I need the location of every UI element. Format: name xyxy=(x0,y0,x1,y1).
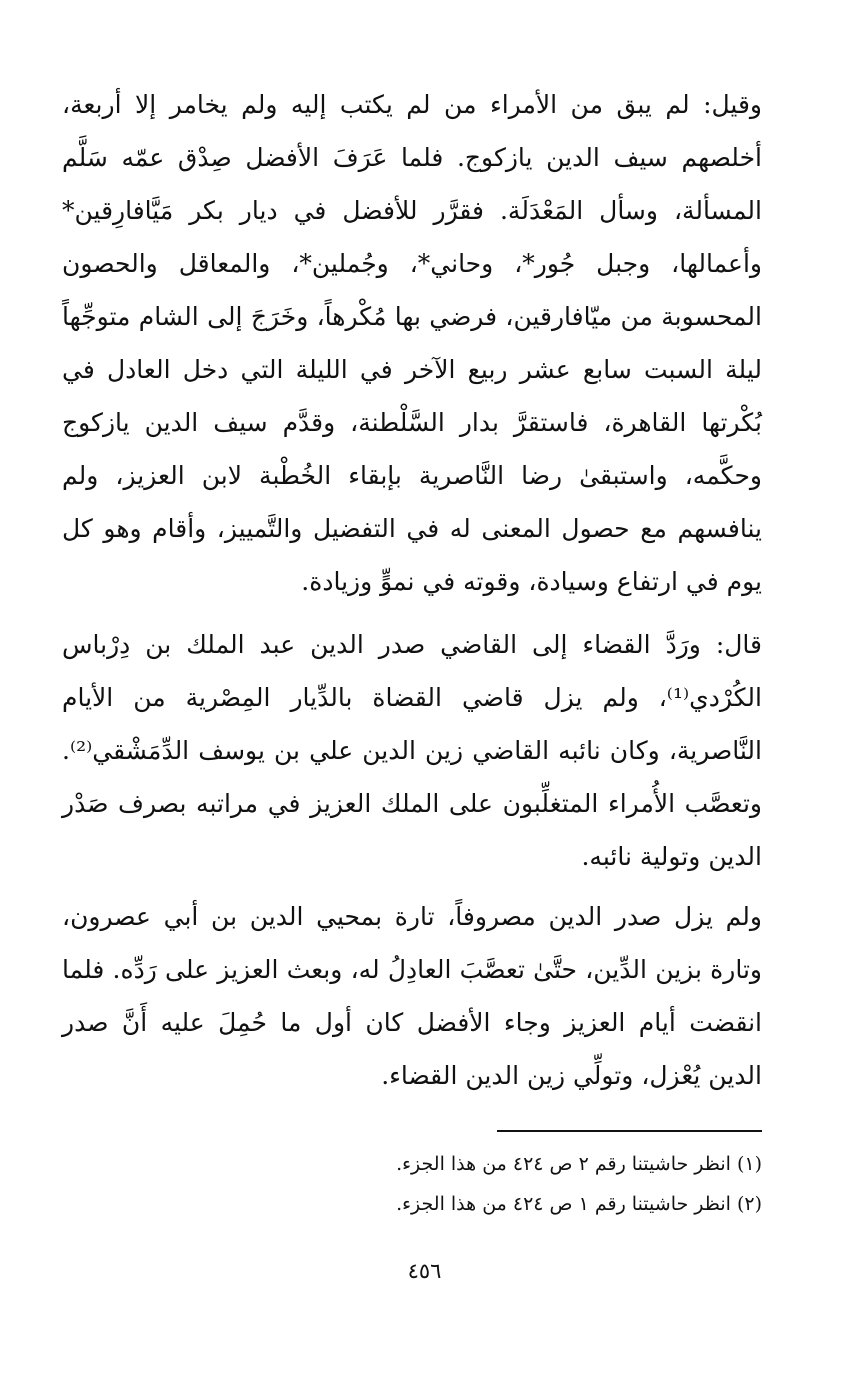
paragraph-1: وقيل: لم يبق من الأمراء من لم يكتب إليه ولم يخامر إلا أربعة، أخلصهم سيف الدين يازكوج. فلما عَرَفَ الأفضل صِدْق عمّه سَلَّم المسألة، وسأل المَعْدَلَة. فقرَّر للأفضل في ديار بكر مَيَّافارِقين* وأعمالها، وجبل جُور*، وحاني*، وجُملين*، والمعاقل والحصون المحسوبة من ميّافارقين، فرضي بها مُكْرهاً، وخَرَجَ إلى الشام متوجِّهاً ليلة السبت سابع عشر ربيع الآخر في الليلة التي دخل العادل في بُكْرتها القاهرة، فاستقرَّ بدار السَّلْطنة، وقدَّم سيف الدين يازكوج وحكَّمه، واستبقىٰ رضا النَّاصرية بإبقاء الخُطْبة لابن العزيز، ولم ينافسهم مع حصول المعنى له في التفضيل والتَّمييز، وأقام وهو كل يوم في ارتفاع وسيادة، وقوته في نموٍّ وزيادة. xyxy=(62,90,762,596)
page-number: ٤٥٦ xyxy=(407,1259,442,1283)
footnote-1: (١) انظر حاشيتنا رقم ٢ ص ٤٢٤ من هذا الجزء. xyxy=(396,1153,762,1175)
footnote-2: (٢) انظر حاشيتنا رقم ١ ص ٤٢٤ من هذا الجزء. xyxy=(396,1193,762,1215)
paragraph-3: ولم يزل صدر الدين مصروفاً، تارة بمحيي الدين بن أبي عصرون، وتارة بزين الدِّين، حتَّىٰ تعصَّبَ العادِلُ له، وبعث العزيز على رَدِّه. فلما انقضت أيام العزيز وجاء الأفضل كان أول ما حُمِلَ عليه أَنَّ صدر الدين يُعْزل، وتولِّي زين الدين القضاء. xyxy=(62,902,762,1090)
footnote-separator xyxy=(497,1130,762,1132)
paragraph-2: قال: ورَدَّ القضاء إلى القاضي صدر الدين عبد الملك بن دِرْباس الكُرْدي⁽¹⁾، ولم يزل قاضي القضاة بالدِّيار المِصْرية من الأيام النَّاصرية، وكان نائبه القاضي زين الدين علي بن يوسف الدِّمَشْقي⁽²⁾. وتعصَّب الأُمراء المتغلِّبون على الملك العزيز في مراتبه بصرف صَدْر الدين وتولية نائبه. xyxy=(62,630,762,871)
